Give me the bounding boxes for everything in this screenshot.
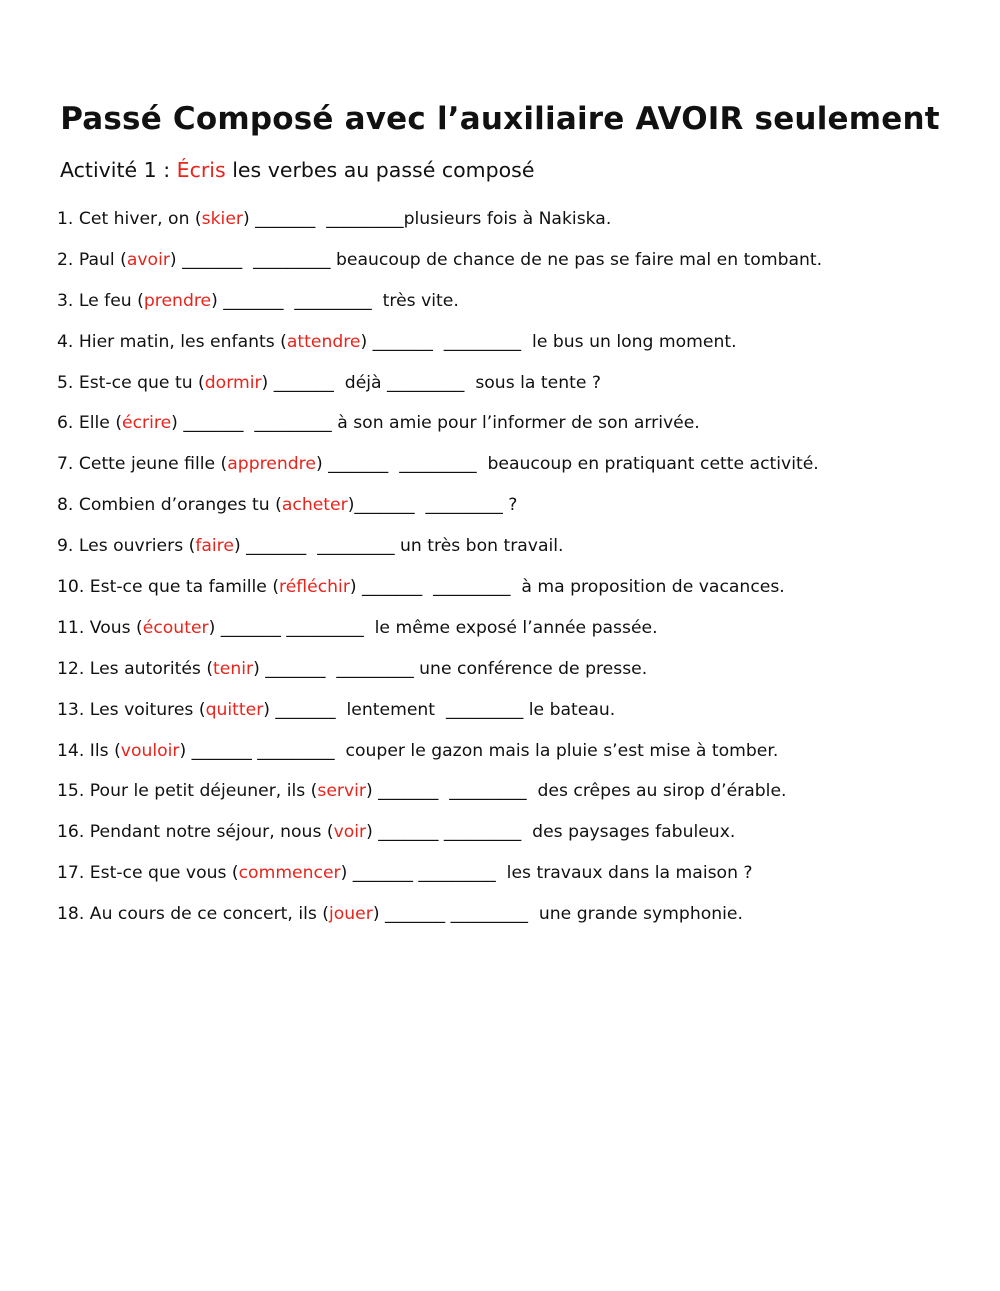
- activity-prefix: Activité 1 :: [60, 158, 177, 182]
- item-number: 10.: [57, 577, 85, 598]
- item-text-after: ) _______ _________ des crêpes au sirop d’érable.: [365, 781, 787, 802]
- exercise-item: [57, 860, 822, 901]
- exercise-item: [57, 819, 822, 860]
- item-verb: prendre: [143, 290, 212, 311]
- item-text-before: Pour le petit déjeuner, ils (: [84, 781, 318, 802]
- item-verb: skier: [201, 209, 243, 229]
- item-text-before: Au cours de ce concert, ils (: [84, 904, 329, 925]
- item-text-after: ) _______ _________ le même exposé l’année passée.: [208, 617, 658, 638]
- item-number: 7.: [57, 454, 74, 475]
- exercise-item: [57, 615, 822, 656]
- exercise-item: [57, 288, 822, 329]
- exercise-item: [57, 206, 822, 247]
- activity-instruction-verb: Écris: [176, 158, 226, 182]
- item-text-after: ) _______ lentement _________ le bateau.: [263, 699, 616, 720]
- item-verb: servir: [317, 781, 366, 802]
- page-title: Passé Composé avec l’auxiliaire AVOIR seulement: [60, 100, 940, 137]
- item-text-after: ) _______ déjà _________ sous la tente ?: [261, 372, 601, 393]
- item-text-before: Elle (: [73, 413, 123, 434]
- exercise-item: [57, 410, 822, 451]
- item-text-before: Hier matin, les enfants (: [73, 331, 287, 352]
- exercise-item: [57, 901, 822, 942]
- item-text-before: Les ouvriers (: [73, 536, 196, 557]
- exercise-item: [57, 656, 822, 697]
- item-number: 5.: [57, 372, 74, 393]
- exercise-item: [57, 370, 822, 411]
- item-number: 2.: [57, 249, 74, 270]
- item-text-before: Est-ce que ta famille (: [84, 577, 280, 598]
- item-verb: voir: [333, 822, 367, 843]
- item-verb: jouer: [329, 904, 373, 925]
- item-number: 8.: [57, 495, 74, 516]
- item-verb: quitter: [205, 699, 264, 720]
- item-text-before: Combien d’oranges tu (: [73, 495, 282, 516]
- exercise-item: [57, 533, 822, 574]
- item-verb: apprendre: [227, 454, 316, 475]
- item-number: 1.: [57, 209, 74, 229]
- item-number: 3.: [57, 290, 74, 311]
- item-verb: faire: [195, 536, 234, 557]
- item-number: 11.: [57, 617, 85, 638]
- item-text-after: ) _______ _________ couper le gazon mais la pluie s’est mise à tomber.: [179, 740, 779, 761]
- item-verb: attendre: [286, 331, 361, 352]
- item-number: 14.: [57, 740, 85, 761]
- item-text-before: Paul (: [73, 249, 127, 270]
- item-text-after: ) _______ _________ les travaux dans la maison ?: [340, 863, 753, 884]
- item-text-before: Les voitures (: [84, 699, 206, 720]
- item-text-before: Le feu (: [73, 290, 144, 311]
- item-text-before: Les autorités (: [84, 658, 214, 679]
- item-text-before: Pendant notre séjour, nous (: [84, 822, 334, 843]
- item-text-before: Vous (: [84, 617, 143, 638]
- exercise-item: [57, 492, 822, 533]
- item-verb: réfléchir: [279, 577, 350, 598]
- exercise-item: [57, 778, 822, 819]
- item-number: 18.: [57, 904, 85, 925]
- activity-instruction-rest: les verbes au passé composé: [225, 158, 535, 182]
- exercise-item: [57, 451, 822, 492]
- item-text-after: ) _______ _________ très vite.: [211, 290, 459, 311]
- item-verb: écrire: [122, 413, 172, 434]
- item-number: 4.: [57, 331, 74, 352]
- item-verb: dormir: [204, 372, 262, 393]
- item-text-after: ) _______ _________ beaucoup de chance de ne pas se faire mal en tombant.: [169, 249, 823, 270]
- item-number: 13.: [57, 699, 85, 720]
- exercise-item: [57, 574, 822, 615]
- item-text-before: Ils (: [84, 740, 121, 761]
- item-number: 12.: [57, 658, 85, 679]
- item-text-before: Est-ce que tu (: [73, 372, 205, 393]
- item-verb: avoir: [126, 249, 170, 270]
- item-verb: acheter: [281, 495, 348, 516]
- exercise-item: [57, 697, 822, 738]
- item-number: 9.: [57, 536, 74, 557]
- item-text-before: Est-ce que vous (: [84, 863, 239, 884]
- item-number: 17.: [57, 863, 85, 884]
- exercise-item: [57, 247, 822, 288]
- item-text-before: Cet hiver, on (: [73, 209, 202, 229]
- item-verb: écouter: [142, 617, 209, 638]
- item-text-after: ) _______ _________ le bus un long moment.: [360, 331, 737, 352]
- exercise-list: [57, 206, 822, 942]
- item-number: 16.: [57, 822, 85, 843]
- item-verb: commencer: [238, 863, 341, 884]
- exercise-item: [57, 738, 822, 779]
- item-text-after: ) _______ _________ à ma proposition de vacances.: [349, 577, 785, 598]
- item-text-before: Cette jeune fille (: [73, 454, 228, 475]
- item-number: 15.: [57, 781, 85, 802]
- exercise-item: [57, 329, 822, 370]
- item-text-after: ) _______ _________ un très bon travail.: [233, 536, 564, 557]
- item-text-after: ) _______ _________ une conférence de presse.: [253, 658, 648, 679]
- item-text-after: ) _______ _________ beaucoup en pratiquant cette activité.: [315, 454, 819, 475]
- item-verb: vouloir: [120, 740, 180, 761]
- item-text-after: ) _______ _________plusieurs fois à Nakiska.: [242, 209, 612, 229]
- item-number: 6.: [57, 413, 74, 434]
- item-text-after: )_______ _________ ?: [347, 495, 518, 516]
- item-text-after: ) _______ _________ à son amie pour l’informer de son arrivée.: [171, 413, 700, 434]
- activity-heading: [60, 158, 534, 182]
- item-verb: tenir: [213, 658, 254, 679]
- item-text-after: ) _______ _________ une grande symphonie.: [372, 904, 743, 925]
- item-text-after: ) _______ _________ des paysages fabuleux.: [366, 822, 736, 843]
